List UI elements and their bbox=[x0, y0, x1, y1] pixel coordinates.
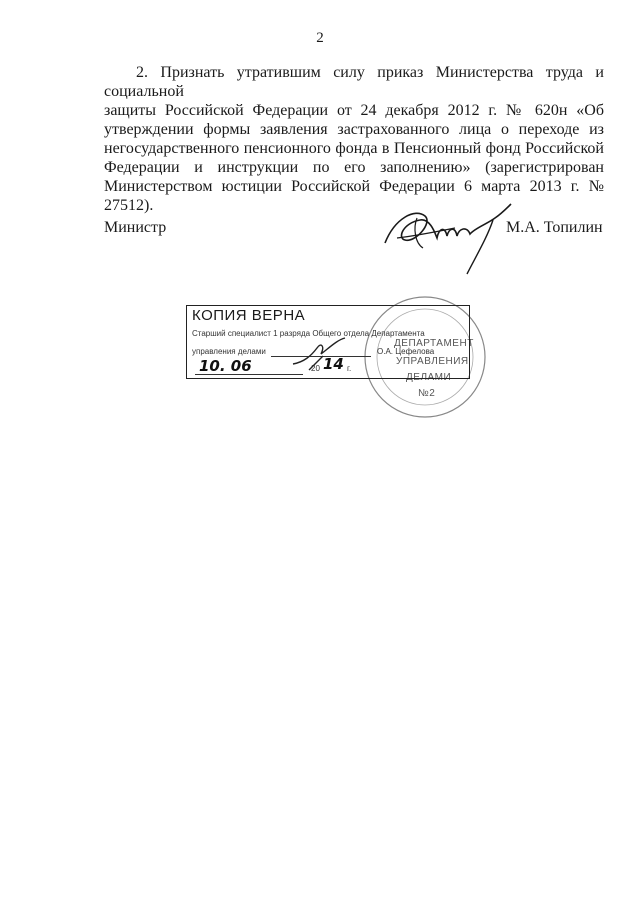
seal-line: ДЕЛАМИ bbox=[406, 372, 452, 383]
seal-line: УПРАВЛЕНИЯ bbox=[396, 356, 469, 367]
signatory-name: М.А. Топилин bbox=[506, 219, 603, 236]
stamp-department-line: управления делами bbox=[192, 347, 266, 356]
signatory-title: Министр bbox=[104, 219, 167, 236]
stamp-initials-scribble bbox=[289, 334, 369, 374]
paragraph-line: 2. Признать утратившим силу приказ Министерства труда и социальной bbox=[104, 64, 604, 100]
handwritten-date: 10. 06 bbox=[199, 357, 252, 375]
stamp-heading: КОПИЯ ВЕРНА bbox=[192, 307, 306, 324]
handwritten-signature bbox=[375, 198, 515, 278]
page-number: 2 bbox=[316, 30, 324, 46]
seal-line: ДЕПАРТАМЕНТ bbox=[394, 338, 474, 349]
date-underline bbox=[195, 374, 303, 375]
paragraph-line: утверждении формы заявления застрахованного лица о переходе из bbox=[104, 121, 604, 138]
main-paragraph bbox=[104, 63, 604, 215]
seal-line: №2 bbox=[418, 388, 436, 399]
stamp-signer: О.А. Цефелова bbox=[377, 347, 435, 356]
year-prefix: 20 bbox=[311, 364, 320, 373]
year-suffix: г. bbox=[347, 364, 352, 373]
paragraph-line: Федерации и инструкции по его заполнению» (зарегистрирован bbox=[104, 159, 604, 176]
stamp-position-line: Старший специалист 1 разряда Общего отдела Департамента bbox=[192, 329, 425, 338]
paragraph-line: Министерством юстиции Российской Федерации 6 марта 2013 г. № 27512). bbox=[104, 178, 604, 214]
copy-certification-stamp bbox=[186, 305, 470, 379]
handwritten-year: 14 bbox=[323, 355, 344, 373]
paragraph-line: защиты Российской Федерации от 24 декабря 2012 г. № 620н «Об bbox=[104, 102, 604, 119]
paragraph-line: негосударственного пенсионного фонда в Пенсионный фонд Российской bbox=[104, 140, 604, 157]
